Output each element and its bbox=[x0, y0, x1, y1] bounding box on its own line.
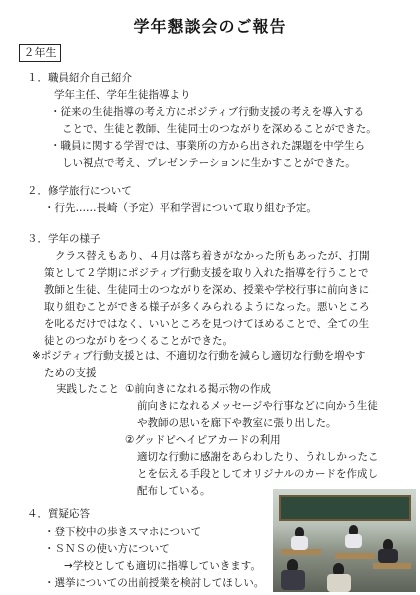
section-1-heading: １．職員紹介自己紹介 bbox=[27, 72, 132, 84]
section-3-paragraph-line-6: 徒とのつながりをつくることができた。 bbox=[44, 335, 233, 347]
section-2-heading: ２．修学旅行について bbox=[27, 185, 132, 197]
note-item-2-line-2: とを伝える手段としてオリジナルのカードを作成し bbox=[137, 468, 378, 480]
section-1-bullet-2-cont: しい視点で考え、プレゼンテーションに生かすことができた。 bbox=[62, 157, 356, 169]
note-line-2: ための支援 bbox=[44, 367, 97, 379]
section-1-bullet-1: ・従来の生徒指導の考え方にポジティブ行動支援の考えを導入する bbox=[50, 106, 365, 118]
section-4-bullet-2-answer: →学校としても適切に指導していきます。 bbox=[64, 560, 261, 572]
meeting-photo bbox=[273, 489, 416, 592]
section-4-bullet-3: ・選挙についての出前授業を検討してほしい。 bbox=[44, 577, 265, 589]
section-1-line: 学年主任、学年生徒指導より bbox=[54, 89, 191, 101]
section-4-bullet-2: ・ＳＮＳの使い方について bbox=[44, 543, 170, 555]
blackboard-shape bbox=[279, 495, 411, 521]
section-4-heading: ４．質疑応答 bbox=[27, 508, 90, 520]
section-3-heading: ３．学年の様子 bbox=[27, 233, 101, 245]
note-item-2: ②グッドピヘイピアカードの利用 bbox=[125, 434, 281, 446]
grade-label: ２年生 bbox=[19, 44, 61, 62]
note-item-2-line-1: 適切な行動に感謝をあらわしたり、うれしかったこ bbox=[137, 451, 379, 463]
section-2-line: ・行先‥‥‥長崎（予定）平和学習について取り組む予定。 bbox=[44, 202, 317, 214]
section-3-paragraph-line-2: 策として２学期にポジティブ行動支援を取り入れた指導を行うことで bbox=[44, 267, 369, 279]
section-3-paragraph-line-1: クラス替えもあり、４月は落ち着きがなかった所もあったが、打開 bbox=[55, 250, 370, 262]
section-3-paragraph-line-3: 教師と生徒、生徒同士のつながりを深め、授業や学校行事に前向きに bbox=[44, 284, 370, 296]
section-3-paragraph-line-4: 取り組むことができる様子が多くみられるようになった。悪いところ bbox=[44, 301, 370, 313]
note-item-1: ①前向きになれる掲示物の作成 bbox=[125, 383, 271, 395]
section-1-bullet-2: ・職員に関する学習では、事業所の方から出された課題を中学生ら bbox=[50, 140, 365, 152]
section-3-paragraph-line-5: を叱るだけではなく、いいところを見つけてほめることで、全ての生 bbox=[44, 318, 370, 330]
section-4-bullet-1: ・登下校中の歩きスマホについて bbox=[44, 526, 202, 538]
section-1-bullet-1-cont: ことで、生徒と教師、生徒同士のつながりを深めることができた。 bbox=[62, 123, 377, 135]
page-title: 学年懇談会のご報告 bbox=[133, 17, 287, 36]
note-item-2-line-3: 配布している。 bbox=[137, 485, 211, 497]
note-item-1-line-1: 前向きになれるメッセージや行事などに向かう生徒 bbox=[137, 400, 378, 412]
note-item-1-line-2: や教師の思いを廊下や教室に張り出した。 bbox=[137, 417, 337, 429]
note-line-1: ※ポジティブ行動支援とは、不適切な行動を減らし適切な行動を増やす bbox=[32, 350, 366, 362]
note-practice-label: 実践したこと bbox=[56, 383, 119, 395]
